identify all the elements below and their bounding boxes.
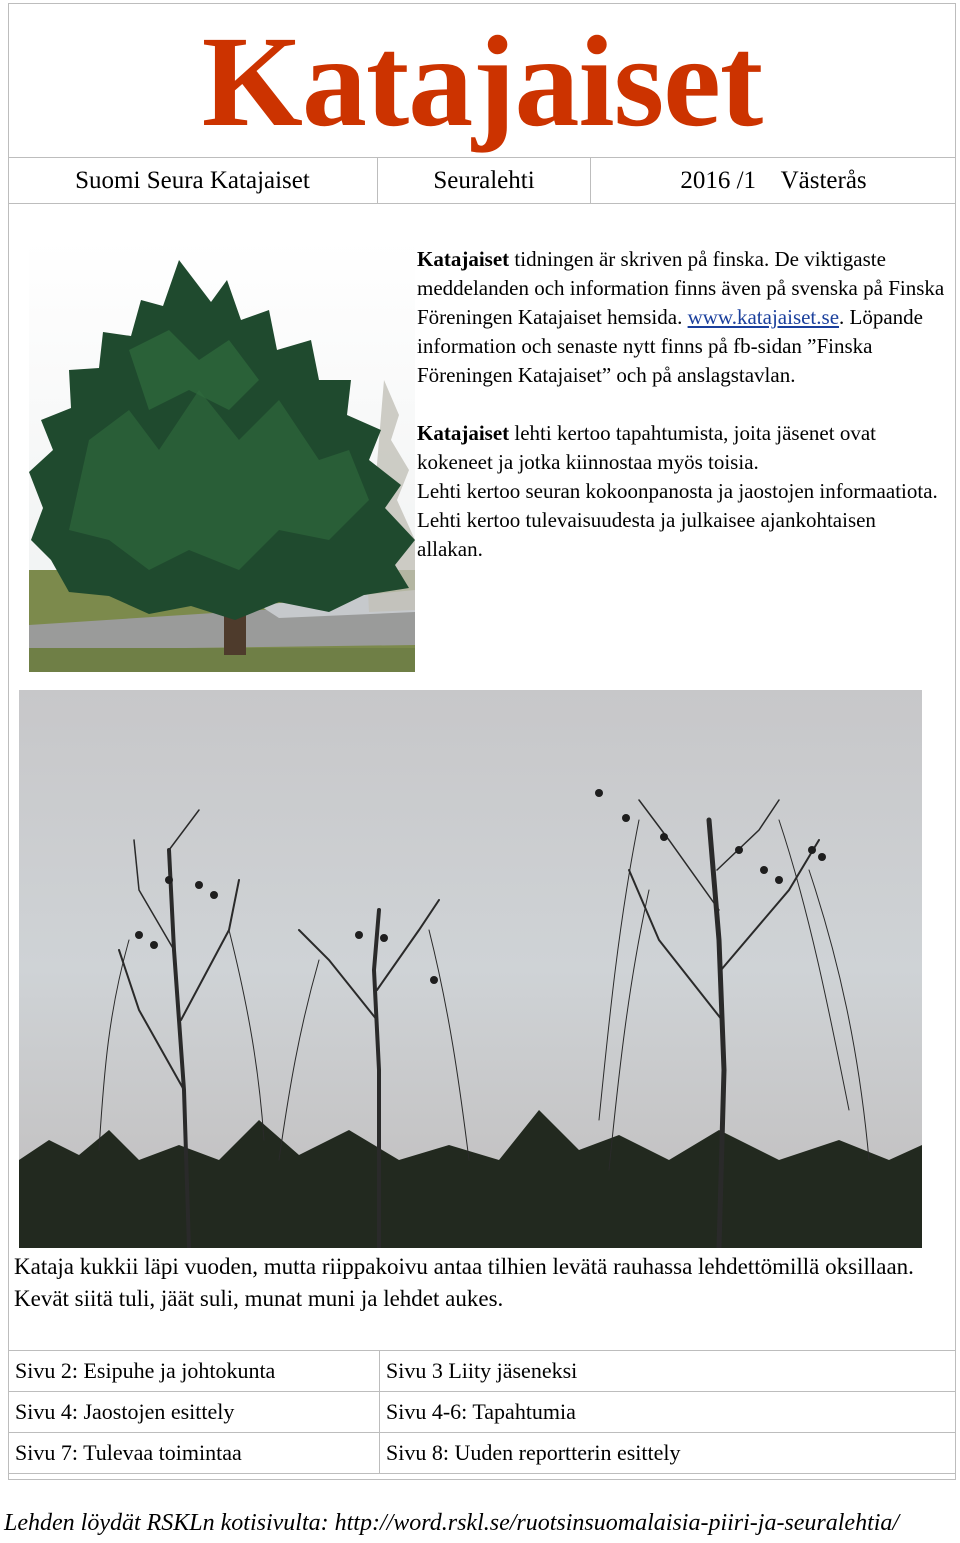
toc-entry: Sivu 3 Liity jäseneksi xyxy=(380,1351,956,1392)
intro-swedish-text-2: . Löpande information och senaste nytt finns på fb-sidan ”Finska Föreningen Katajaiset” och på anslagstavlan. xyxy=(417,305,923,387)
intro-finnish xyxy=(417,419,947,564)
toc-entry: Sivu 4: Jaostojen esittely xyxy=(9,1392,380,1433)
intro-finnish-line-2: Lehti kertoo seuran kokoonpanosta ja jaostojen informaatiota. xyxy=(417,479,938,503)
intro-swedish-bold: Katajaiset xyxy=(417,247,510,271)
table-row xyxy=(9,1392,956,1433)
masthead xyxy=(8,3,956,158)
toc-entry: Sivu 8: Uuden reportterin esittely xyxy=(380,1433,956,1474)
intro-swedish xyxy=(417,245,947,390)
intro-finnish-bold: Katajaiset xyxy=(417,421,510,445)
intro-finnish-line-1 xyxy=(417,419,947,477)
intro-swedish-text-1: tidningen är skriven på finska. De viktigaste meddelanden och information finns även på svenska på Finska Föreningen Katajaiset hemsida. xyxy=(417,247,945,329)
footer-note: Lehden löydät RSKLn kotisivulta: http://word.rskl.se/ruotsinsuomalaisia-piiri-ja-seuralehtia/ xyxy=(4,1510,900,1536)
toc-entry: Sivu 2: Esipuhe ja johtokunta xyxy=(9,1351,380,1392)
organization-name: Suomi Seura Katajaiset xyxy=(8,158,378,203)
toc-entry: Sivu 4-6: Tapahtumia xyxy=(380,1392,956,1433)
table-row xyxy=(9,1351,956,1392)
table-row xyxy=(9,1433,956,1474)
intro-text xyxy=(417,245,947,564)
photo-caption: Kataja kukkii läpi vuoden, mutta riippakoivu antaa tilhien levätä rauhassa lehdettömillä oksillaan. Kevät siitä tuli, jäät suli, munat muni ja lehdet aukes. xyxy=(14,1254,914,1311)
toc-entry: Sivu 7: Tulevaa toimintaa xyxy=(9,1433,380,1474)
juniper-tree-photo xyxy=(29,240,415,672)
birch-trees-photo xyxy=(19,690,922,1248)
intro-finnish-line-3: Lehti kertoo tulevaisuudesta ja julkaisee ajankohtaisen allakan. xyxy=(417,508,876,561)
newsletter-title: Katajaiset xyxy=(201,10,763,154)
website-link[interactable]: www.katajaiset.se xyxy=(687,305,840,329)
publication-type: Seuralehti xyxy=(378,158,591,203)
intro-finnish-text-1: lehti kertoo tapahtumista, joita jäsenet ovat kokeneet ja jotka kiinnostaa myös toisia. xyxy=(417,421,876,474)
table-of-contents xyxy=(8,1350,956,1474)
meta-row xyxy=(8,158,956,204)
issue-and-place: 2016 /1 Västerås xyxy=(680,167,867,194)
